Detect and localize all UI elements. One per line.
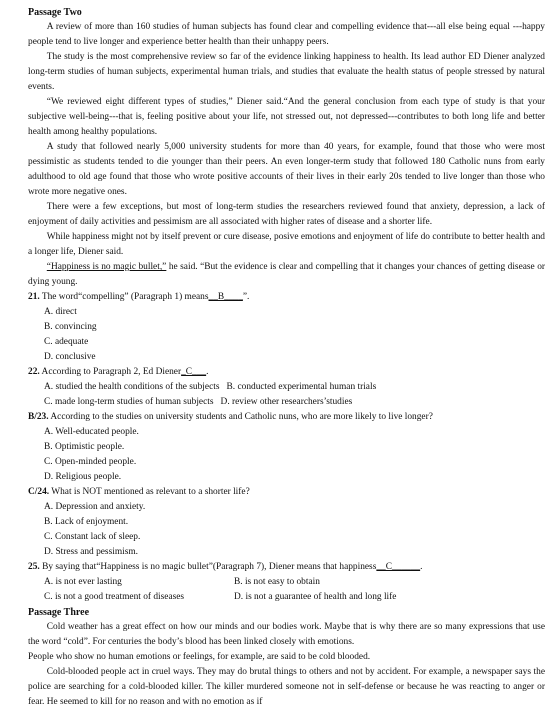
question-stem: According to Paragraph 2, Ed Diener — [39, 367, 182, 377]
option: A. Well-educated people. — [44, 427, 139, 437]
option: D. Religious people. — [44, 472, 122, 482]
passage-two-paragraph-5: There were a few exceptions, but most of long-term studies the researchers reviewed found that anxiety, depression, a lack of enjoyment of daily activities and pessimism are all associated with higher rates of disease and a shorter life. — [28, 202, 545, 227]
answer-blank: _C___ — [181, 367, 207, 377]
question-stem-end: . — [206, 367, 209, 377]
passage-three-paragraph-1: Cold weather has a great effect on how our minds and our bodies work. Maybe that is why there are so many expressions that use the word “cold”. For centuries the body’s blood has been linked closely with emotions. — [28, 622, 545, 647]
passage-two-heading: Passage Two — [28, 7, 82, 18]
option: A. direct — [44, 307, 77, 317]
option: D. conclusive — [44, 352, 96, 362]
option: C. Constant lack of sleep. — [44, 532, 141, 542]
question-stem-end: ”. — [242, 292, 250, 302]
question-24 — [28, 485, 545, 500]
option-row — [44, 575, 545, 590]
question-number: 25. — [28, 562, 40, 572]
option: A. studied the health conditions of the subjects — [44, 382, 220, 392]
option: B. is not easy to obtain — [234, 577, 320, 587]
question-stem: The word“compelling” (Paragraph 1) means — [39, 292, 209, 302]
question-stem-end: . — [420, 562, 423, 572]
passage-three-paragraph-3: Cold-blooded people act in cruel ways. They may do brutal things to others and not by accident. For example, a newspaper says the police are searching for a cold-blooded killer. The killer murdered someone not in self-defense or because he was reacting to anger or fear. He seemed to kill for no reason and with no emotion as if — [28, 667, 545, 707]
option-row — [44, 590, 545, 605]
passage-two-paragraph-4: A study that followed nearly 5,000 university students for more than 40 years, for example, found that those who were most pessimistic as students tended to die younger than their peers. An even longer-term study that followed 180 Catholic nuns from early adulthood to old age found that those who wrote positive accounts of their lives in their early 20s tended to live longer than those who wrote more negative ones. — [28, 142, 545, 197]
option: C. adequate — [44, 337, 89, 347]
passage-two-paragraph-1: A review of more than 160 studies of human subjects has found clear and compelling evidence that---all else being equal ---happy people tend to live longer and experience better health than their unhappy peers. — [28, 22, 545, 47]
option: C. Open-minded people. — [44, 457, 137, 467]
passage-two-paragraph-2: The study is the most comprehensive review so far of the evidence linking happiness to health. Its lead author ED Diener analyzed long-term studies of human subjects, experimental human trials, and studies that evaluate the health status of people stressed by natural events. — [28, 52, 545, 92]
question-stem: By saying that“Happiness is no magic bullet”(Paragraph 7), Diener means that happiness — [39, 562, 377, 572]
option: B. conducted experimental human trials — [226, 382, 377, 392]
option: C. is not a good treatment of diseases — [44, 592, 185, 602]
option: B. convincing — [44, 322, 97, 332]
passage-two-paragraph-3: “We reviewed eight different types of studies,” Diener said.“And the general conclusion from each type of study is that your subjective well-being---that is, feeling positive about your life, not stressed out, not depressed---contributes to both long life and better health among healthy populations. — [28, 97, 545, 137]
passage-two-paragraph-7 — [28, 260, 545, 290]
question-prefix: B/ — [28, 412, 37, 422]
question-number: 23. — [36, 412, 49, 422]
question-prefix: C/ — [28, 487, 38, 497]
question-21 — [28, 290, 545, 305]
answer-blank: __B____ — [208, 292, 243, 302]
question-25 — [28, 560, 545, 575]
question-number: 24. — [37, 487, 50, 497]
question-22 — [28, 365, 545, 380]
option: D. is not a guarantee of health and long life — [234, 592, 397, 602]
option-row — [44, 395, 545, 410]
option: D. Stress and pessimism. — [44, 547, 139, 557]
passage-three-heading: Passage Three — [28, 607, 90, 618]
option: A. is not ever lasting — [44, 577, 122, 587]
option: D. review other researchers’studies — [220, 397, 353, 407]
quote-rest: he said. “But the evidence is clear and compelling that it changes your chances of getting disease or dying young. — [28, 262, 546, 287]
question-stem: What is NOT mentioned as relevant to a shorter life? — [49, 487, 250, 497]
option: A. Depression and anxiety. — [44, 502, 146, 512]
question-23 — [28, 410, 545, 425]
option: B. Optimistic people. — [44, 442, 125, 452]
question-number: 21. — [28, 292, 40, 302]
passage-three-paragraph-2: People who show no human emotions or feelings, for example, are said to be cold blooded. — [28, 652, 371, 662]
option: B. Lack of enjoyment. — [44, 517, 129, 527]
option-row — [44, 380, 545, 395]
option: C. made long-term studies of human subjects — [44, 397, 214, 407]
question-number: 22. — [28, 367, 40, 377]
answer-blank: __C______ — [376, 562, 421, 572]
passage-two-paragraph-6: While happiness might not by itself prevent or cure disease, posive emotions and enjoyment of life do contribute to better health and a longer life, Diener said. — [28, 232, 545, 257]
question-stem: According to the studies on university students and Catholic nuns, who are more likely to live longer? — [48, 412, 433, 422]
magic-bullet-quote: “Happiness is no magic bullet,” — [46, 262, 167, 272]
